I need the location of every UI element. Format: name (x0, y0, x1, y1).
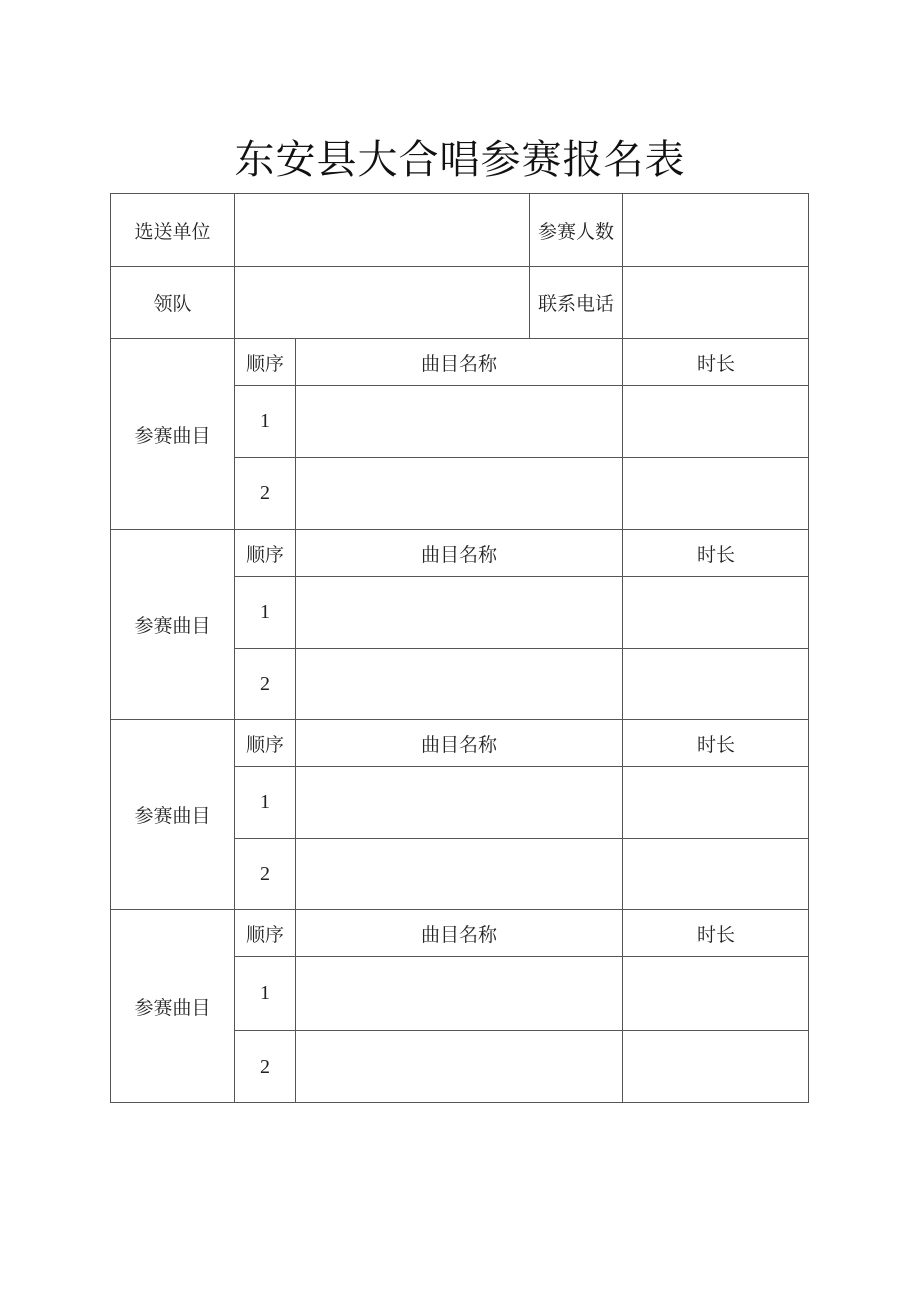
order-cell: 1 (234, 576, 295, 648)
song-name-header: 曲目名称 (295, 719, 622, 766)
duration-header: 时长 (622, 719, 809, 766)
order-cell: 2 (234, 838, 295, 909)
duration-field[interactable] (622, 385, 809, 457)
order-cell: 2 (234, 1030, 295, 1103)
unit-field[interactable] (234, 193, 529, 266)
phone-label: 联系电话 (529, 266, 622, 338)
song-name-field[interactable] (295, 648, 622, 719)
duration-header: 时长 (622, 529, 809, 576)
song-block-label: 参赛曲目 (110, 338, 234, 529)
order-header: 顺序 (234, 909, 295, 956)
duration-field[interactable] (622, 576, 809, 648)
song-name-field[interactable] (295, 838, 622, 909)
song-block-label: 参赛曲目 (110, 909, 234, 1103)
song-name-field[interactable] (295, 956, 622, 1030)
duration-field[interactable] (622, 648, 809, 719)
song-block-label: 参赛曲目 (110, 529, 234, 719)
song-name-field[interactable] (295, 457, 622, 529)
song-name-field[interactable] (295, 576, 622, 648)
form-title: 东安县大合唱参赛报名表 (234, 137, 686, 183)
order-header: 顺序 (234, 719, 295, 766)
leader-field[interactable] (234, 266, 529, 338)
participants-label: 参赛人数 (529, 193, 622, 266)
order-header: 顺序 (234, 529, 295, 576)
duration-field[interactable] (622, 956, 809, 1030)
order-cell: 2 (234, 457, 295, 529)
duration-field[interactable] (622, 838, 809, 909)
duration-header: 时长 (622, 909, 809, 956)
order-cell: 1 (234, 956, 295, 1030)
song-name-field[interactable] (295, 1030, 622, 1103)
song-name-field[interactable] (295, 385, 622, 457)
unit-label: 选送单位 (110, 193, 234, 266)
duration-field[interactable] (622, 766, 809, 838)
form-grid (110, 193, 809, 1103)
order-cell: 1 (234, 766, 295, 838)
order-cell: 1 (234, 385, 295, 457)
duration-header: 时长 (622, 338, 809, 385)
song-name-header: 曲目名称 (295, 529, 622, 576)
song-name-field[interactable] (295, 766, 622, 838)
phone-field[interactable] (622, 266, 809, 338)
duration-field[interactable] (622, 457, 809, 529)
participants-field[interactable] (622, 193, 809, 266)
leader-label: 领队 (110, 266, 234, 338)
song-block-label: 参赛曲目 (110, 719, 234, 909)
song-name-header: 曲目名称 (295, 909, 622, 956)
duration-field[interactable] (622, 1030, 809, 1103)
order-cell: 2 (234, 648, 295, 719)
order-header: 顺序 (234, 338, 295, 385)
song-name-header: 曲目名称 (295, 338, 622, 385)
